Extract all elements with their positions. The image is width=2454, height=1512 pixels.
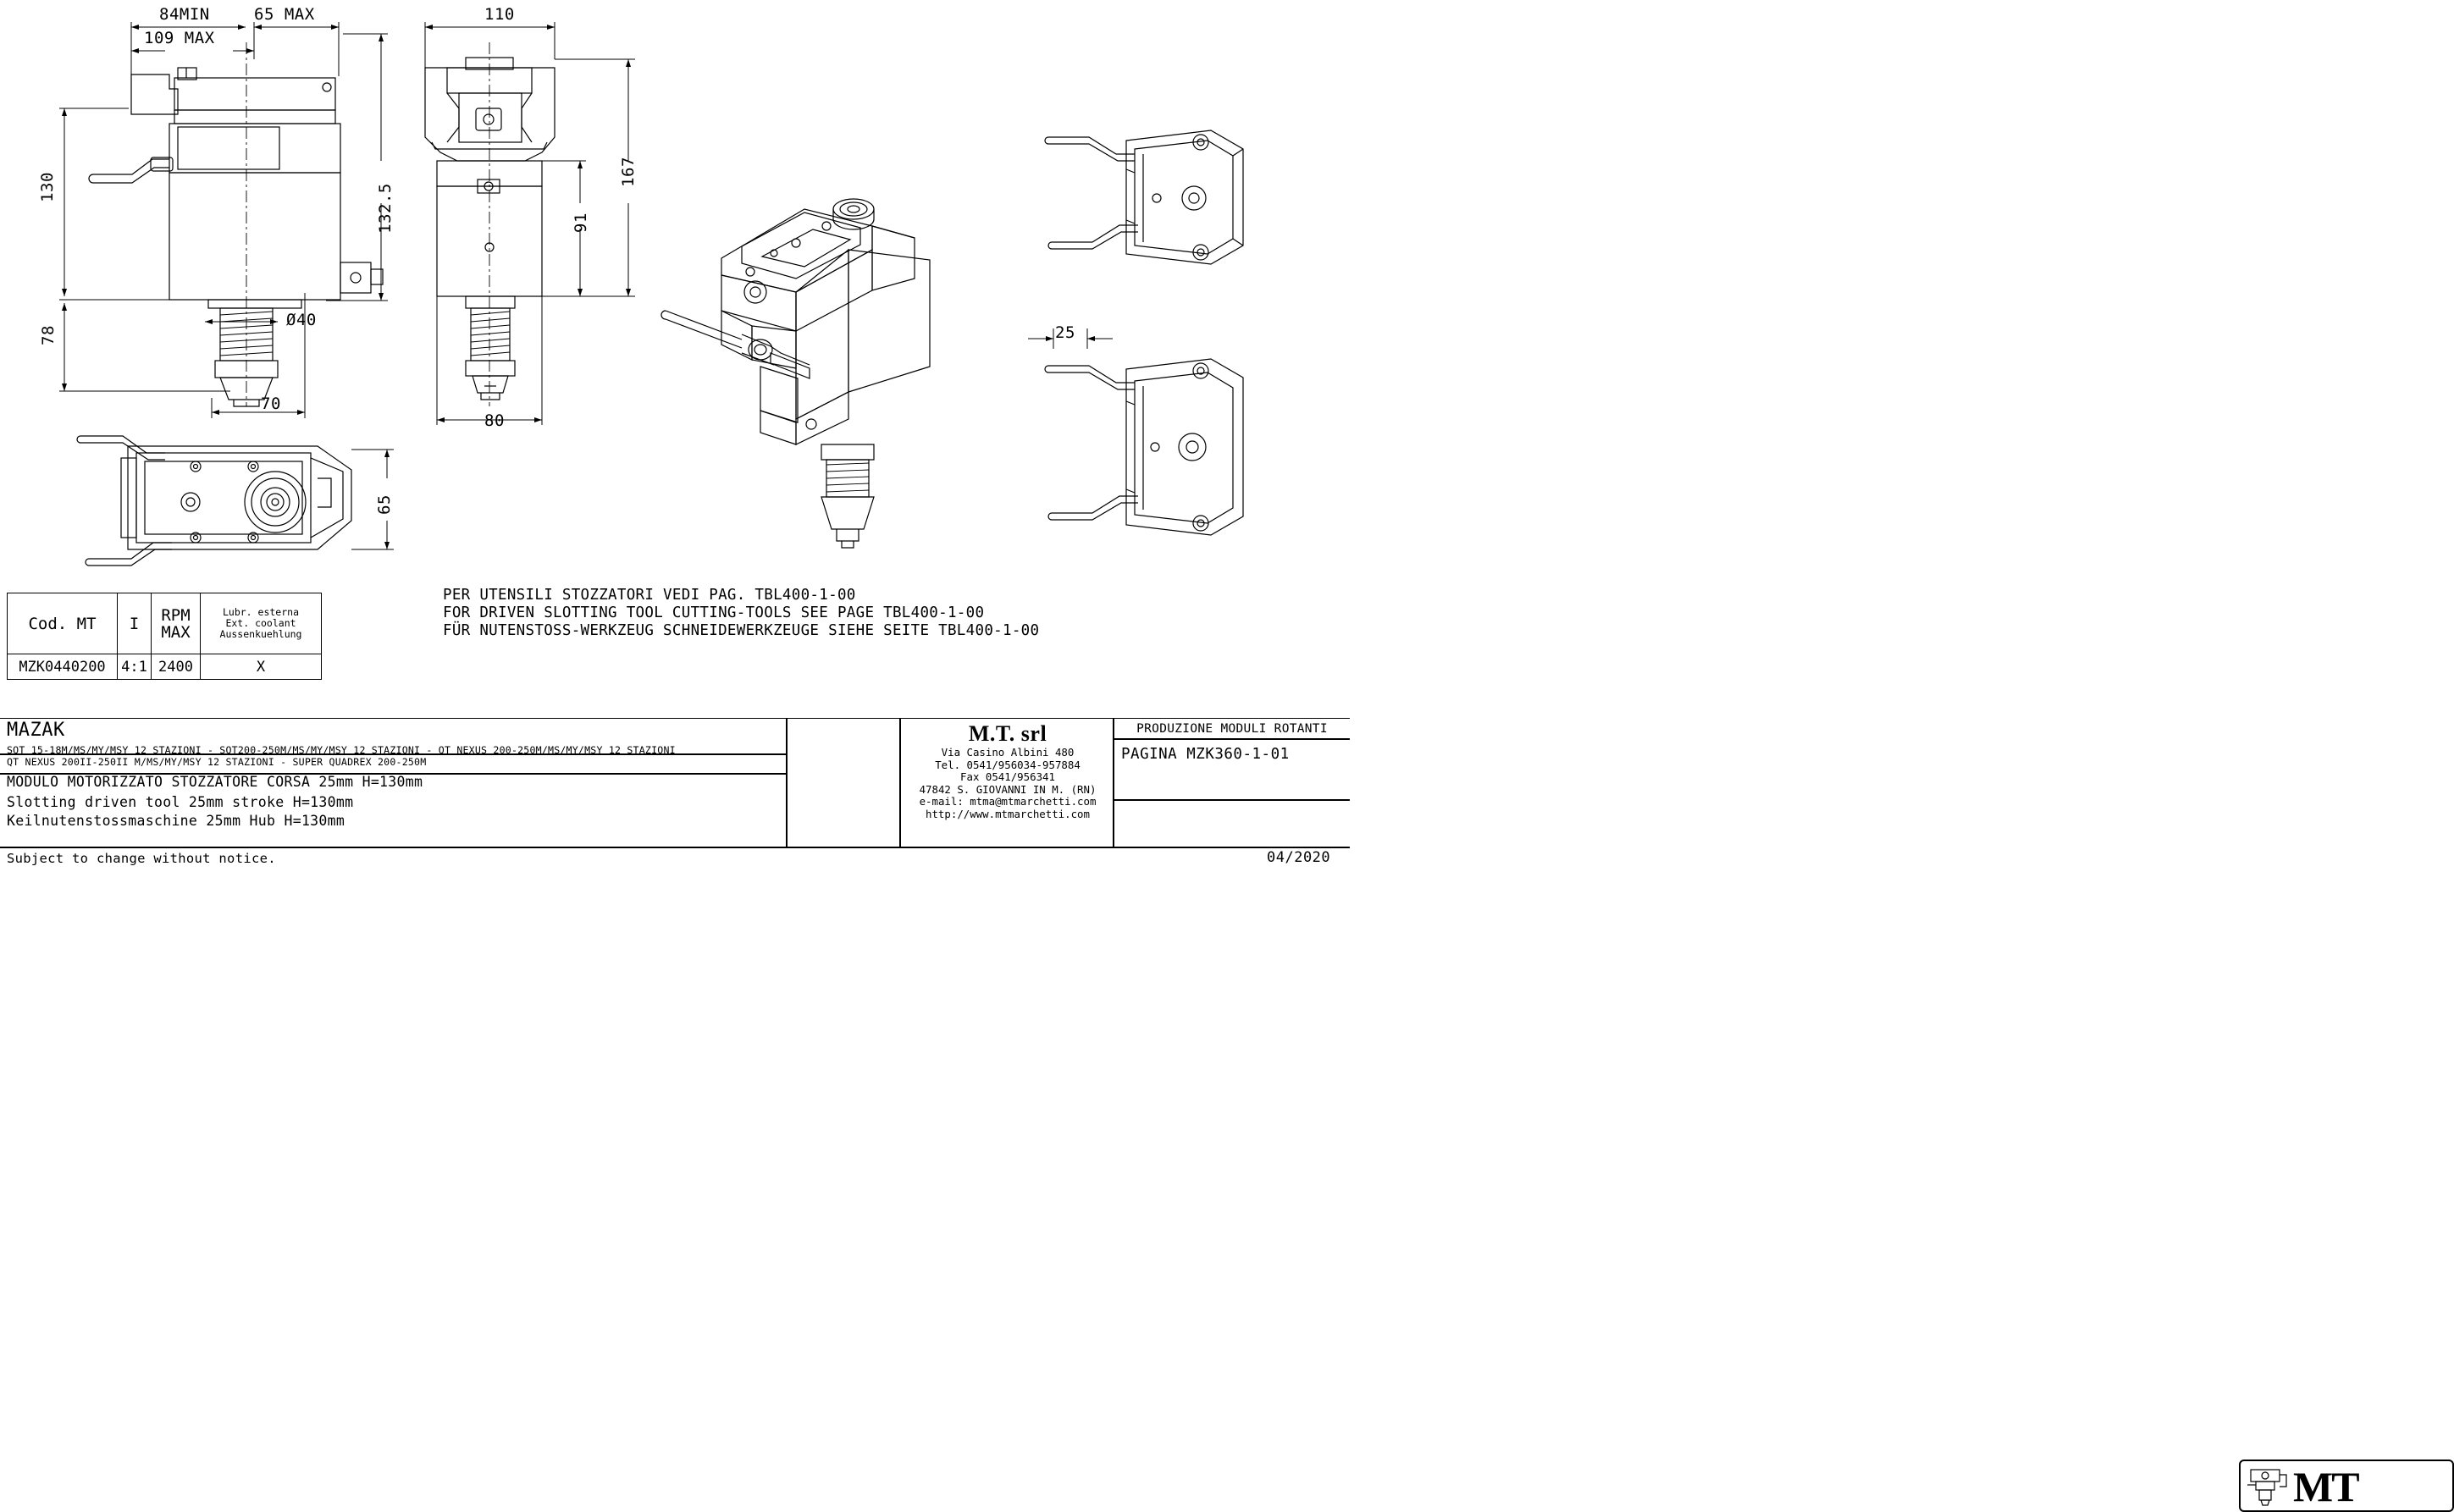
description-english: Slotting driven tool 25mm stroke H=130mm (7, 794, 354, 810)
table-row (8, 654, 322, 680)
header-rpm-line2: MAX (161, 622, 191, 642)
table-header-row (8, 593, 322, 654)
cell-rpm: 2400 (152, 654, 201, 680)
company-info (906, 721, 1109, 821)
note-italian: PER UTENSILI STOZZATORI VEDI PAG. TBL400-1-00 (443, 587, 856, 604)
isometric-view-drawing (660, 165, 974, 563)
header-rpm (152, 593, 201, 654)
production-label: PRODUZIONE MODULI ROTANTI (1136, 722, 1328, 736)
machine-brand: MAZAK (7, 720, 65, 741)
company-email[interactable]: e-mail: mtma@mtmarchetti.com (919, 795, 1097, 808)
front-view-drawing (51, 8, 415, 432)
dim-132-5: 132.5 (375, 183, 395, 234)
title-divider-1 (786, 718, 788, 847)
machine-models-line2: QT NEXUS 200II-250II M/MS/MY/MSY 12 STAZIONI - SUPER QUADREX 200-250M (7, 756, 427, 768)
dim-130: 130 (37, 172, 57, 202)
right-bottom-view-drawing (1042, 347, 1262, 550)
dim-70: 70 (261, 395, 281, 413)
company-tel: Tel. 0541/956034-957884 (935, 758, 1081, 771)
mt-logo (2239, 1460, 2454, 1512)
machine-models-line1: SQT 15-18M/MS/MY/MSY 12 STAZIONI - SQT200-250M/MS/MY/MSY 12 STAZIONI - QT NEXUS 200-250M/MS/MY/MSY 12 STAZIONI (7, 744, 676, 756)
right-top-view-drawing (1042, 119, 1262, 313)
company-website[interactable]: http://www.mtmarchetti.com (926, 807, 1090, 820)
dim-65max: 65 MAX (254, 5, 315, 24)
header-coolant-de: Aussenkuehlung (219, 628, 302, 640)
dim-109max: 109 MAX (144, 29, 215, 47)
header-coolant-en: Ext. coolant (225, 617, 296, 629)
company-address2: 47842 S. GIOVANNI IN M. (RN) (919, 782, 1097, 796)
company-address1: Via Casino Albini 480 (941, 746, 1075, 759)
side-view-drawing (406, 8, 652, 440)
dim-84min: 84MIN (159, 5, 210, 24)
company-name: M.T. srl (968, 721, 1047, 746)
header-coolant (201, 593, 322, 654)
cell-ratio: 4:1 (118, 654, 152, 680)
header-rpm-line1: RPM (161, 605, 191, 625)
page-number: PAGINA MZK360-1-01 (1121, 746, 1290, 763)
dim-65: 65 (374, 494, 394, 515)
description-german: Keilnutenstossmaschine 25mm Hub H=130mm (7, 813, 345, 829)
spec-table (7, 593, 322, 680)
cell-code: MZK0440200 (8, 654, 118, 680)
description-italian: MODULO MOTORIZZATO STOZZATORE CORSA 25mm H=130mm (7, 774, 423, 790)
title-left-panel (7, 720, 786, 847)
footer-note: Subject to change without notice. (7, 851, 276, 866)
dim-25: 25 (1055, 323, 1075, 342)
company-fax: Fax 0541/956341 (960, 770, 1055, 784)
dim-78: 78 (38, 325, 58, 345)
top-view-drawing (72, 419, 411, 588)
footer-date: 04/2020 (1267, 849, 1331, 866)
dim-167: 167 (618, 157, 638, 187)
logo-machine-icon (2246, 1466, 2290, 1509)
notes-block (443, 587, 1039, 640)
note-german: FÜR NUTENSTOSS-WERKZEUG SCHNEIDEWERKZEUGE SIEHE SEITE TBL400-1-00 (443, 622, 1040, 639)
header-code: Cod. MT (8, 593, 118, 654)
note-english: FOR DRIVEN SLOTTING TOOL CUTTING-TOOLS SEE PAGE TBL400-1-00 (443, 604, 985, 621)
title-divider-6 (0, 847, 1350, 848)
header-coolant-it: Lubr. esterna (222, 606, 299, 618)
dim-91: 91 (571, 212, 590, 233)
dim-80: 80 (484, 411, 505, 430)
header-ratio: I (118, 593, 152, 654)
dim-diameter-40: Ø40 (286, 311, 317, 329)
logo-text: MT (2293, 1463, 2358, 1510)
title-divider-2 (899, 718, 901, 847)
dim-110: 110 (484, 5, 515, 24)
cell-coolant: X (201, 654, 322, 680)
